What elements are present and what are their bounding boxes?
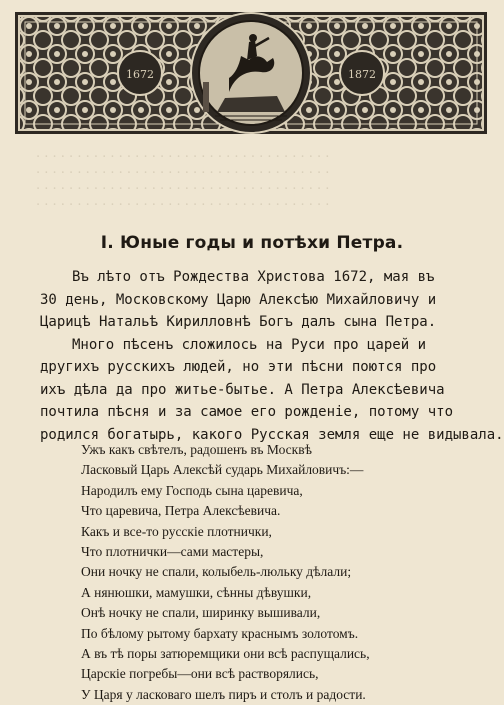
paragraph-line: ихъ дѣла да про житье-бытье. А Петра Алексѣевича — [40, 381, 445, 398]
paragraph-line: Много пѣсенъ сложилось на Руси про царей и — [72, 336, 427, 353]
verse-line: Ужъ какъ свѣтелъ, радошенъ въ Москвѣ — [81, 442, 312, 457]
bleed-through-shadow: . . . . . . . . . . . . . . . . . . . . . . . . . . . . . . . . . . . . . . . . . . . . . . . . . . . . . . . . . . . . . . . . . . . . . . . . . . . . . . . . . . . . . . . . . . . . . . . . . . . . . . . . . . . . . . . . . . . . . . . . . . . . . . . . . . . . . . . . . . . . . . . . — [36, 146, 330, 209]
paragraph-line: почтила пѣсня и за самое его рожденіе, потому что — [40, 404, 454, 420]
verse-line: А нянюшки, мамушки, сѣнны дѣвушки, — [81, 584, 312, 600]
year-right: 1872 — [348, 68, 376, 81]
body-text — [40, 266, 504, 446]
verse-line: По бѣлому рытому бархату краснымъ золотомъ. — [81, 625, 359, 641]
paragraph-line: родился богатырь, какого Русская земля еще не видывала. — [40, 426, 504, 443]
chapter-title: I. Юные годы и потѣхи Петра. — [100, 233, 404, 253]
paragraph-line: другихъ русскихъ людей, но эти пѣсни поются про — [40, 359, 437, 375]
verse-line: Онѣ ночку не спали, ширинку вышивали, — [81, 605, 321, 621]
verse-line: А въ тѣ поры затюремщики они всѣ распущались, — [81, 646, 370, 662]
verse-line: Что царевича, Петра Алексѣевича. — [81, 503, 281, 519]
paragraph-line: Царицѣ Натальѣ Кирилловнѣ Богъ далъ сына Петра. — [40, 314, 437, 330]
paragraph-line: 30 день, Московскому Царю Алексѣю Михайловичу и — [40, 291, 437, 308]
verse-line: Они ночку не спали, колыбель-люльку дѣлали; — [81, 564, 352, 580]
verse-line: Царскіе погребы—они всѣ растворялись, — [81, 666, 319, 682]
verse-line: Народилъ ему Господь сына царевича, — [81, 482, 303, 498]
verse-line: Ласковый Царь Алексѣй сударь Михайловичъ:— — [81, 462, 364, 478]
paragraph-line: Въ лѣто отъ Рождества Христова 1672, мая въ — [72, 269, 435, 285]
song-verse — [81, 440, 481, 705]
verse-line: Какъ и все-то русскіе плотнички, — [81, 523, 272, 539]
ornamental-headpiece — [15, 12, 487, 134]
verse-line: У Царя у ласковаго шелъ пиръ и столъ и радости. — [81, 686, 366, 702]
verse-line: Что плотнички—сами мастеры, — [81, 544, 264, 560]
year-left: 1672 — [126, 68, 154, 81]
